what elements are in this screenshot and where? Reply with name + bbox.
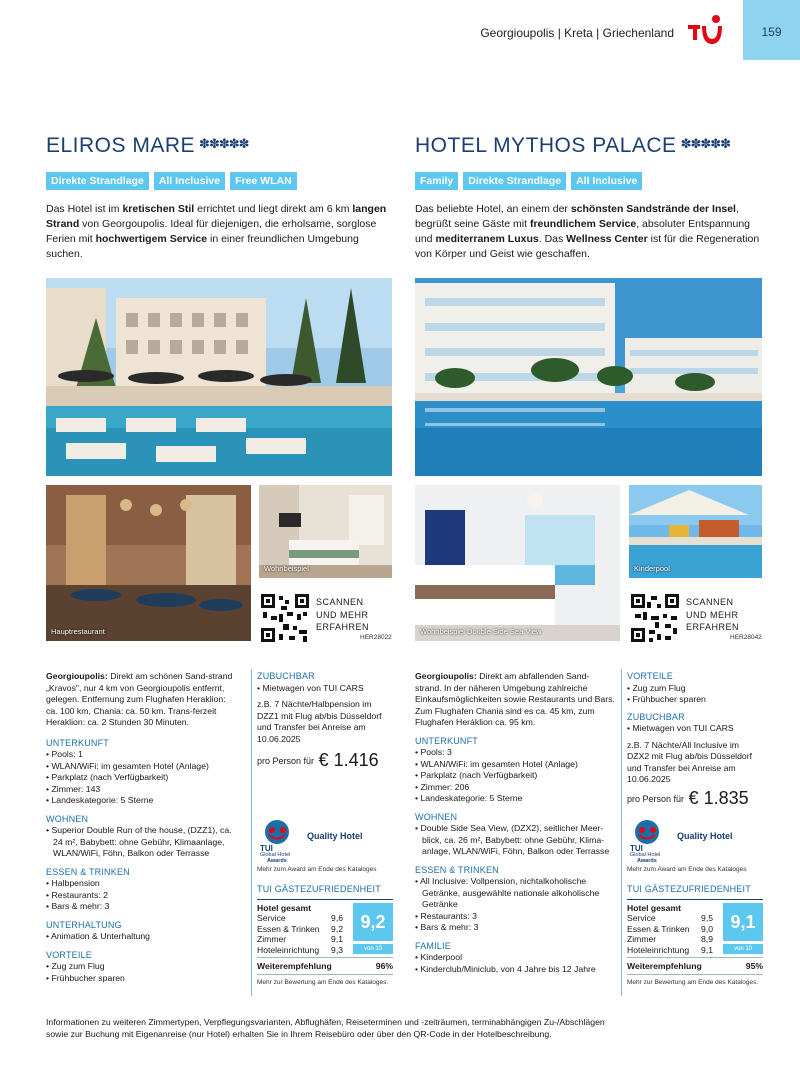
section-heading: ZUBUCHBAR — [627, 711, 685, 722]
badge: All Inclusive — [154, 172, 225, 190]
section-heading: WOHNEN — [415, 811, 458, 822]
hotel-title — [46, 130, 396, 158]
hotel-intro: Das Hotel ist im kretischen Stil errichtet und liegt direkt am 6 km langen Strand von Georgoupolis. Ideal für diejenigen, die erholsame, sorglose Ferien mit hochwertigem Service in einer freundlichen Umgebung suchen. — [46, 203, 387, 260]
section-heading: VORTEILE — [46, 949, 92, 960]
price: € 1.416 — [318, 750, 379, 770]
rating-note: Mehr zur Bewertung am Ende des Kataloges. — [257, 979, 389, 986]
rating-box: Hotel gesamt Service 9,5 Essen & Trinken 9,0 Zimmer 8,9 Hoteleinrichtung 9,1 9,1 von 10 — [627, 899, 763, 957]
family-list: • Kinderpool • Kinderclub/Miniclub, von 4 Jahre bis 12 Jahre — [415, 952, 615, 975]
quality-hotel-award: TUI Global Hotel Awards Quality Hotel — [257, 818, 397, 868]
badge: Direkte Strandlage — [463, 172, 566, 190]
rating-scale: von 10 — [723, 944, 763, 954]
section-heading: ESSEN & TRINKEN — [46, 866, 130, 877]
page-number: 159 — [761, 25, 782, 39]
recommendation-rate: Weiterempfehlung 95% — [627, 957, 763, 975]
qr-code-icon[interactable] — [259, 592, 311, 644]
price-line: pro Person für € 1.835 — [627, 787, 749, 808]
badge: Family — [415, 172, 458, 190]
rating-row: Service 9,5 — [627, 913, 713, 924]
photo-room — [415, 485, 620, 641]
hotel-title — [415, 130, 765, 158]
rating-score: 9,1 — [723, 903, 763, 941]
hotel-name: ELIROS MARE — [46, 134, 196, 157]
photo-pool-main — [415, 278, 762, 476]
benefits-list: • Zug zum Flug • Frühbucher sparen — [627, 683, 763, 706]
photo-restaurant — [46, 485, 251, 641]
footer-note: Informationen zu weiteren Zimmertypen, Verpflegungsvarianten, Abflughäfen, Reiseterminen und -zeiträumen, terminabhängigen Zu-/Abschlägen sowie zur Buchung mit Eigenanreise (nur Hotel) erhalten Sie in Ihrem Reisebüro oder über den QR-Code in der Hotelbeschreibung. — [46, 1017, 605, 1039]
rating-box: Hotel gesamt Service 9,6 Essen & Trinken 9,2 Zimmer 9,1 Hoteleinrichtung 9,3 9,2 von 10 — [257, 899, 393, 957]
hotel-details-left — [46, 671, 238, 984]
rating-row: Zimmer 9,1 — [257, 934, 343, 945]
dining-list: • Halbpension • Restaurants: 2 • Bars & mehr: 3 — [46, 878, 238, 913]
breadcrumb: Georgioupolis | Kreta | Griechenland — [480, 26, 674, 40]
booking-details-left — [257, 671, 393, 768]
rating-heading: TUI GÄSTEZUFRIEDENHEIT — [257, 884, 381, 894]
hotel-details-right — [415, 671, 615, 975]
qr-call-to-action: SCANNEN UND MEHR ERFAHREN — [686, 597, 740, 632]
page-header — [0, 0, 800, 64]
star-rating-icon: ✽✽✽✽✽ — [199, 136, 249, 151]
benefits-list: • Zug zum Flug • Frühbucher sparen — [46, 961, 238, 984]
star-rating-icon: ✽✽✽✽✽ — [680, 136, 731, 151]
section-heading: UNTERHALTUNG — [46, 919, 122, 930]
hotel-name: HOTEL MYTHOS PALACE — [415, 134, 677, 157]
price: € 1.835 — [688, 787, 749, 808]
rating-row: Service 9,6 — [257, 913, 343, 924]
rating-row: Zimmer 8,9 — [627, 934, 713, 945]
badge: All Inclusive — [571, 172, 642, 190]
rating-score: 9,2 — [353, 903, 393, 941]
offer-text: z.B. 7 Nächte/All Inclusive im DZX2 mit Flug ab/bis Düsseldorf und Transfer bei Anreise am 10.06.2025 — [627, 739, 753, 784]
booking-details-right — [627, 671, 763, 808]
photo-caption: Wohnbeispiel — [264, 564, 309, 573]
photo-kids-pool — [629, 485, 762, 578]
rating-note: Mehr zur Bewertung am Ende des Kataloges. — [627, 979, 759, 986]
photo-caption: Hauptrestaurant — [51, 627, 105, 636]
award-label: Quality Hotel — [677, 831, 733, 841]
section-heading: UNTERKUNFT — [415, 735, 478, 746]
section-heading: UNTERKUNFT — [46, 737, 109, 748]
page-number-tab — [743, 0, 800, 60]
hotel-mythos-palace — [415, 130, 765, 262]
rating-row: Essen & Trinken 9,0 — [627, 923, 713, 934]
section-heading: VORTEILE — [627, 671, 673, 681]
rating-row: Essen & Trinken 9,2 — [257, 923, 343, 934]
entertainment-list: • Animation & Unterhaltung — [46, 931, 238, 943]
rating-heading: TUI GÄSTEZUFRIEDENHEIT — [627, 884, 751, 894]
badge-list — [46, 171, 396, 189]
section-heading: ESSEN & TRINKEN — [415, 864, 499, 875]
quality-hotel-award: TUI Global Hotel Awards Quality Hotel — [627, 818, 767, 868]
photo-pool-main — [46, 278, 392, 476]
hotel-intro: Das beliebte Hotel, an einem der schönsten Sandstrände der Insel, begrüßt seine Gäste mit freundlichem Service, absoluter Entspannung und mediterranem Luxus. Das Wellness Center ist für die Regeneration von Körper und Geist wie geschaffen. — [415, 203, 760, 260]
award-note: Mehr zum Award am Ende des Kataloges — [257, 866, 377, 873]
award-label: Quality Hotel — [307, 831, 363, 841]
rating-row: Hoteleinrichtung 9,1 — [627, 944, 713, 955]
photo-room — [259, 485, 392, 578]
rating-row: Hoteleinrichtung 9,3 — [257, 944, 343, 955]
addon-list: • Mietwagen von TUI CARS — [257, 683, 393, 695]
accommodation-list: • Pools: 3 • WLAN/WiFi: im gesamten Hotel (Anlage) • Parkplatz (nach Verfügbarkeit) • Zimmer: 206 • Landeskategorie: 5 Sterne — [415, 747, 615, 805]
guest-satisfaction — [627, 884, 763, 986]
price-line: pro Person für € 1.416 — [257, 750, 379, 770]
qr-code-icon[interactable] — [629, 592, 681, 644]
badge: Direkte Strandlage — [46, 172, 149, 190]
badge-list — [415, 171, 765, 189]
location-text: Georgioupolis: Direkt am abfallenden Sand-strand. In der näheren Umgebung zahlreiche Einkaufsmöglichkeiten sowie Restaurants und Bars. Zum Flughafen Chania sind es ca. 45 km, zum Flughafen Heráklion ca. 95 km. — [415, 671, 615, 727]
guest-satisfaction — [257, 884, 393, 986]
column-divider — [251, 669, 252, 996]
room-list: • Double Side Sea View, (DZX2), seitlicher Meer-blick, ca. 26 m², Babybett: ohne Gebühr, Klima-anlage, WLAN/WiFi, Föhn, Balkon oder Terrasse — [415, 823, 615, 858]
section-heading: FAMILIE — [415, 940, 451, 951]
recommendation-rate: Weiterempfehlung 96% — [257, 957, 393, 975]
tui-smile-logo-icon — [686, 14, 726, 48]
offer-text: z.B. 7 Nächte/Halbpension im DZZ1 mit Flug ab/bis Düsseldorf und Transfer bei Anreise am 10.06.2025 — [257, 699, 382, 744]
column-divider — [621, 669, 622, 996]
photo-caption: Wohnbeispiel Double Side Sea View — [420, 627, 542, 636]
addon-list: • Mietwagen von TUI CARS — [627, 723, 763, 735]
accommodation-list: • Pools: 1 • WLAN/WiFi: im gesamten Hotel (Anlage) • Parkplatz (nach Verfügbarkeit) • Zimmer: 143 • Landeskategorie: 5 Sterne — [46, 749, 238, 807]
hotel-code: HER28022 — [360, 634, 392, 641]
rating-scale: von 10 — [353, 944, 393, 954]
hotel-eliros-mare — [46, 130, 396, 262]
badge: Free WLAN — [230, 172, 297, 190]
location-text: Georgioupolis: Direkt am schönen Sand-strand „Kravos", nur 4 km von Georgioupolis entfernt, gelegen. Entfernung zum Flughafen Heraklion: ca. 100 km, Chania: ca. 50 km. Trans-ferzeit Heraklion: ca. 2 Stunden 30 Minuten. — [46, 671, 233, 727]
hotel-code: HER28042 — [730, 634, 762, 641]
section-heading: WOHNEN — [46, 813, 89, 824]
photo-caption: Kinderpool — [634, 564, 670, 573]
dining-list: • All Inclusive: Vollpension, nichtalkoholische Getränke, ausgewählte nationale alkoholische Getränke • Restaurants: 3 • Bars & mehr: 3 — [415, 876, 615, 934]
section-heading: ZUBUCHBAR — [257, 671, 315, 681]
qr-call-to-action: SCANNEN UND MEHR ERFAHREN — [316, 597, 370, 632]
award-note: Mehr zum Award am Ende des Kataloges — [627, 866, 747, 873]
room-list: • Superior Double Run of the house, (DZZ1), ca. 24 m², Babybett: ohne Gebühr, Klimaanlage, WLAN/WiFi, Föhn, Balkon oder Terrasse — [46, 825, 238, 860]
